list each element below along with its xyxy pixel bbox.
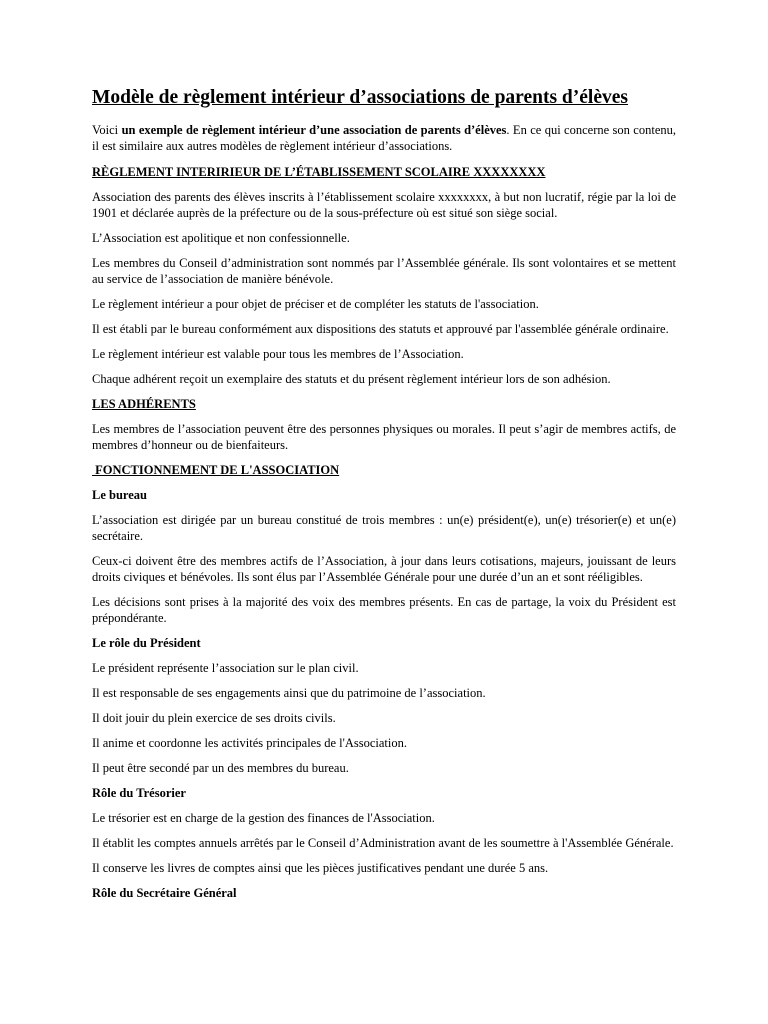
paragraph: Il doit jouir du plein exercice de ses droits civils. [92, 711, 336, 725]
section-heading-reglement: RÈGLEMENT INTERIRIEUR DE L’ÉTABLISSEMENT SCOLAIRE XXXXXXXX [92, 165, 546, 179]
subheading-bureau: Le bureau [92, 488, 147, 502]
paragraph: Le président représente l’association sur le plan civil. [92, 661, 359, 675]
paragraph: Association des parents des élèves inscrits à l’établissement scolaire xxxxxxxx, à but non lucratif, régie par la loi de 1901 et déclarée auprès de la préfecture ou de la sous-préfecture où est situé son siège social. [92, 190, 676, 220]
paragraph: Les décisions sont prises à la majorité des voix des membres présents. En cas de partage, la voix du Président est prépondérante. [92, 595, 676, 625]
subheading-secretaire: Rôle du Secrétaire Général [92, 886, 237, 900]
intro-bold: un exemple de règlement intérieur d’une association de parents d’élèves [121, 123, 507, 137]
intro-paragraph [92, 122, 676, 154]
section-heading-adherents: LES ADHÉRENTS [92, 397, 196, 411]
intro-pre: Voici [92, 123, 122, 137]
paragraph: Le règlement intérieur est valable pour tous les membres de l’Association. [92, 347, 464, 361]
subheading-tresorier: Rôle du Trésorier [92, 786, 186, 800]
paragraph: Il est responsable de ses engagements ainsi que du patrimoine de l’association. [92, 686, 486, 700]
paragraph: Le règlement intérieur a pour objet de préciser et de compléter les statuts de l'association. [92, 297, 539, 311]
paragraph: Il peut être secondé par un des membres du bureau. [92, 761, 349, 775]
paragraph: Ceux-ci doivent être des membres actifs de l’Association, à jour dans leurs cotisations, majeurs, jouissant de leurs droits civiques et bénévoles. Ils sont élus par l’Assemblée Générale pour une durée d’un an et sont rééligibles. [92, 554, 676, 584]
intro-post: . En ce qui concerne son contenu, il est similaire aux autres modèles de règlement intérieur d’associations. [92, 123, 676, 153]
paragraph: Il conserve les livres de comptes ainsi que les pièces justificatives pendant une durée 5 ans. [92, 861, 549, 875]
paragraph: Chaque adhérent reçoit un exemplaire des statuts et du présent règlement intérieur lors de son adhésion. [92, 372, 611, 386]
paragraph: Les membres du Conseil d’administration sont nommés par l’Assemblée générale. Ils sont volontaires et se mettent au service de l’association de manière bénévole. [92, 256, 676, 286]
paragraph: L’association est dirigée par un bureau constitué de trois membres : un(e) président(e), un(e) trésorier(e) et un(e) secrétaire. [92, 513, 676, 543]
paragraph: L’Association est apolitique et non confessionnelle. [92, 231, 350, 245]
document-title: Modèle de règlement intérieur d’associations de parents d’élèves [92, 87, 628, 108]
paragraph: Les membres de l’association peuvent être des personnes physiques ou morales. Il peut s’agir de membres actifs, de membres d’honneur ou de bienfaiteurs. [92, 422, 676, 452]
paragraph: Le trésorier est en charge de la gestion des finances de l'Association. [92, 811, 435, 825]
paragraph: Il est établi par le bureau conformément aux dispositions des statuts et approuvé par l'assemblée générale ordinaire. [92, 322, 669, 336]
paragraph: Il anime et coordonne les activités principales de l'Association. [92, 736, 408, 750]
section-heading-fonctionnement: FONCTIONNEMENT DE L'ASSOCIATION [92, 463, 340, 477]
paragraph: Il établit les comptes annuels arrêtés par le Conseil d’Administration avant de les soumettre à l'Assemblée Générale. [92, 836, 674, 850]
subheading-president: Le rôle du Président [92, 636, 201, 650]
